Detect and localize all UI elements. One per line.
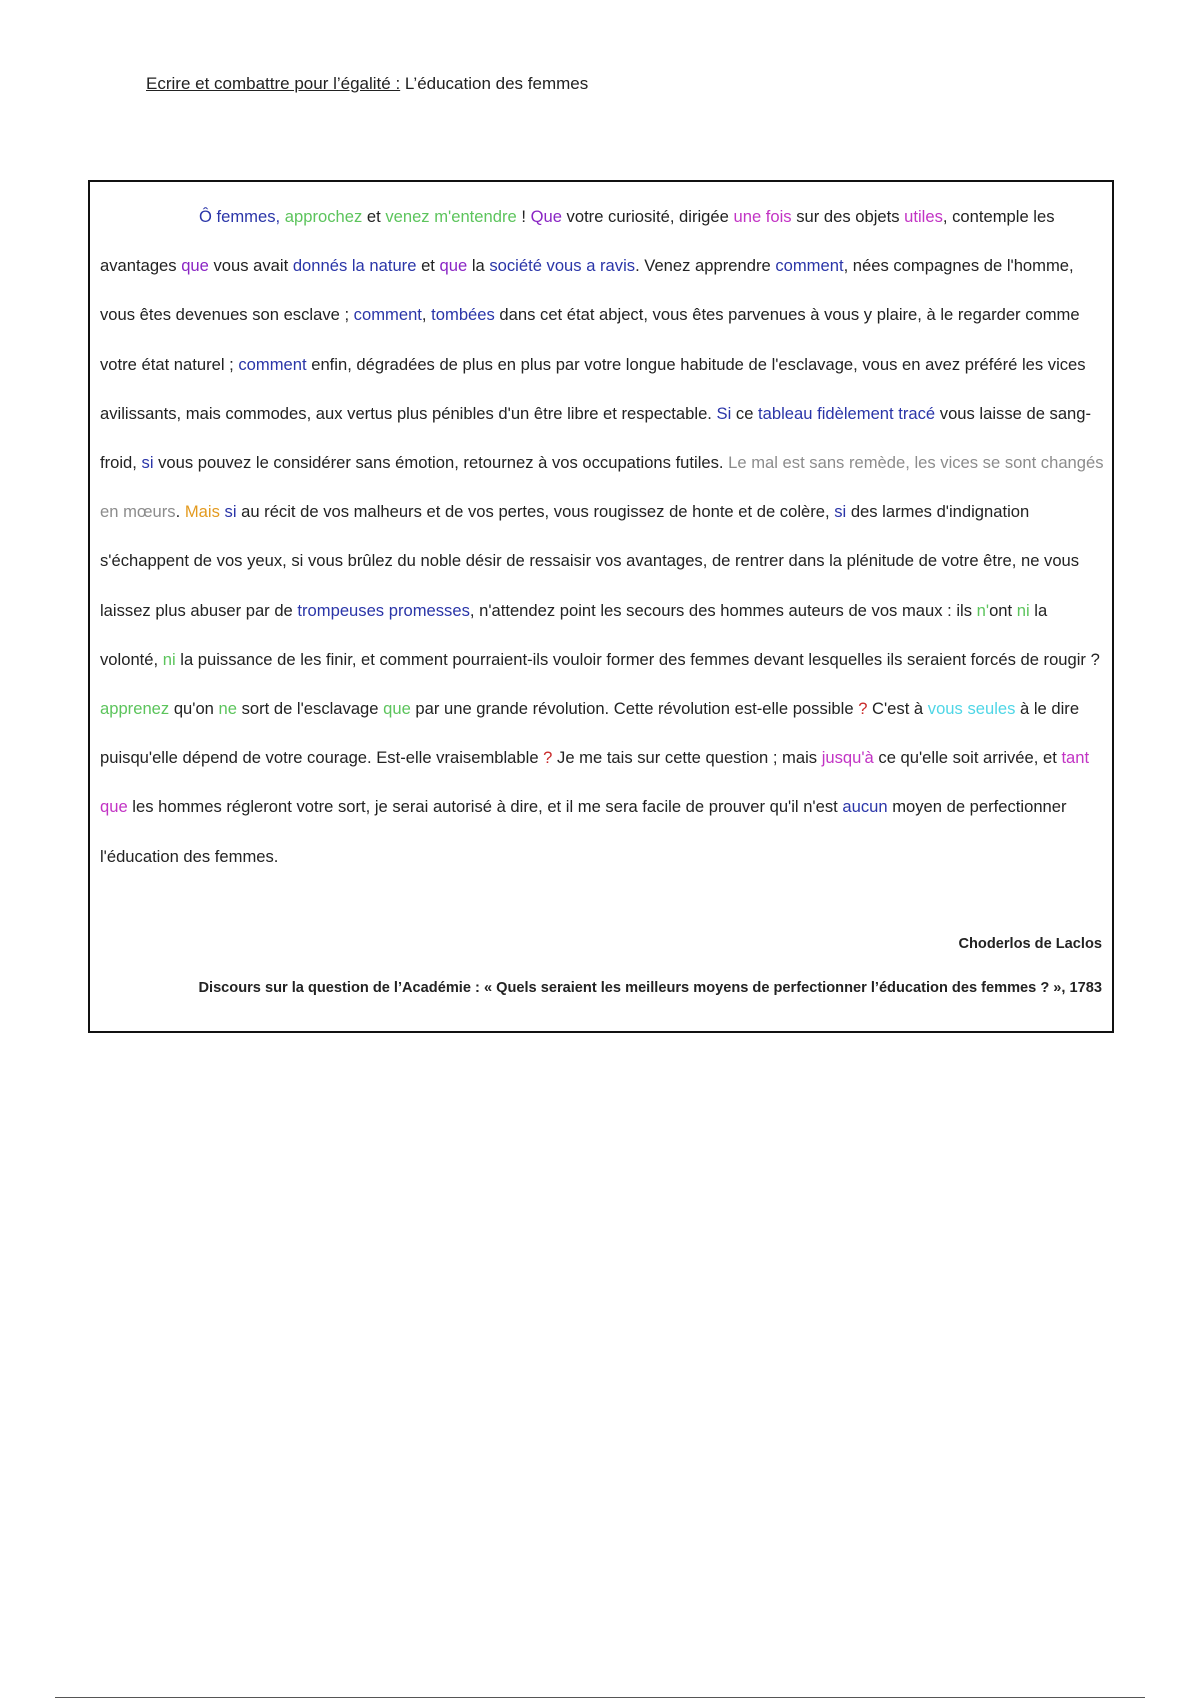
- passage-segment: qu'on: [169, 699, 219, 719]
- highlighted-word: approchez: [284, 207, 363, 226]
- passage-segment: dans cet état abject, vous êtes parvenues à vous y plaire, à le regarder comme votre état naturel ;: [100, 305, 1080, 374]
- passage-segment: , n'attendez point les secours des hommes auteurs de vos maux : ils: [469, 600, 977, 620]
- highlighted-word: comment: [353, 305, 422, 325]
- highlighted-word: utiles: [904, 207, 943, 226]
- passage-segment: les hommes régleront votre sort, je serai autorisé à dire, et il me sera facile de prouver qu'il n'est: [127, 797, 843, 817]
- passage-segment: ont: [989, 600, 1017, 620]
- highlighted-word: venez m'entendre: [385, 207, 517, 226]
- highlighted-word: Si: [716, 403, 732, 423]
- page-title: [146, 74, 588, 94]
- highlighted-word: n': [976, 600, 990, 620]
- passage-segment: !: [516, 207, 531, 226]
- passage-segment: vous avait: [208, 256, 293, 276]
- passage-segment: .: [175, 502, 185, 522]
- passage-segment: . Venez apprendre: [635, 256, 776, 276]
- highlighted-word: société vous a ravis: [489, 256, 636, 276]
- highlighted-word: ni: [162, 649, 176, 669]
- highlighted-word: ?: [543, 748, 553, 768]
- text-frame: [88, 180, 1114, 1033]
- passage-segment: et: [416, 256, 440, 276]
- highlighted-word: jusqu'à: [821, 748, 874, 768]
- highlighted-word: Que: [530, 207, 562, 226]
- passage-segment: la puissance de les finir, et comment pourraient-ils vouloir former des femmes devant lesquelles ils seraient forcés de rougir ?: [175, 649, 1100, 669]
- highlighted-word: une fois: [733, 207, 792, 226]
- source-citation: Discours sur la question de l’Académie : « Quels seraient les meilleurs moyens de perfectionner l’éducation des femmes ? », 1783: [198, 980, 1102, 996]
- passage-segment: vous laisse de sang-froid,: [100, 403, 1092, 473]
- highlighted-word: Mais: [184, 502, 220, 522]
- passage-segment: vous pouvez le considérer sans émotion, retournez à vos occupations futiles.: [153, 453, 729, 473]
- highlighted-word: si: [224, 502, 237, 522]
- highlighted-word: comment: [238, 354, 307, 374]
- passage-text: [100, 192, 1104, 881]
- highlighted-word: que: [439, 256, 468, 276]
- highlighted-word: ?: [858, 699, 868, 719]
- highlighted-word: trompeuses promesses: [297, 600, 470, 620]
- author-name: Choderlos de Laclos: [958, 936, 1102, 952]
- highlighted-word: tant que: [100, 748, 1090, 817]
- passage-segment: , contemple les avantages: [100, 207, 1055, 276]
- passage-segment: la: [467, 256, 490, 276]
- passage-segment: C'est à: [867, 699, 928, 719]
- passage-segment: la volonté,: [100, 600, 1048, 669]
- highlighted-word: si: [834, 502, 847, 522]
- passage-segment: sur des objets: [791, 207, 905, 226]
- highlighted-word: comment: [775, 256, 844, 276]
- title-rest: L’éducation des femmes: [400, 74, 589, 93]
- passage-segment: Je me tais sur cette question ; mais: [552, 748, 822, 768]
- passage-segment: votre curiosité, dirigée: [561, 207, 734, 226]
- passage-segment: enfin, dégradées de plus en plus par votre longue habitude de l'esclavage, vous en avez préféré les vices avilissants, mais commodes, aux vertus plus pénibles d'un être libre et respectable.: [100, 354, 1086, 423]
- highlighted-word: ne: [218, 699, 237, 719]
- passage-segment: à le dire puisqu'elle dépend de votre courage. Est-elle vraisemblable: [100, 699, 1080, 768]
- highlighted-word: apprenez: [100, 699, 170, 719]
- passage-segment: ce: [731, 403, 759, 423]
- passage-segment: ,: [421, 305, 432, 325]
- highlighted-word: que: [383, 699, 411, 719]
- passage-segment: moyen de perfectionner l'éducation des femmes.: [100, 797, 1067, 866]
- passage-segment: et: [362, 207, 386, 226]
- highlighted-word: donnés la nature: [292, 256, 417, 276]
- highlighted-word: aucun: [842, 797, 888, 817]
- highlighted-word: vous seules: [927, 699, 1016, 719]
- passage-segment: ce qu'elle soit arrivée, et: [873, 748, 1062, 768]
- highlighted-word: Le mal est sans remède, les vices se sont changés en mœurs: [100, 453, 1104, 522]
- passage-segment: au récit de vos malheurs et de vos pertes, vous rougissez de honte et de colère,: [236, 502, 835, 522]
- page-bottom-rule: [55, 1697, 1145, 1698]
- highlighted-word: ni: [1016, 600, 1030, 620]
- highlighted-word: ,: [275, 207, 285, 226]
- highlighted-word: si: [141, 453, 154, 473]
- passage-segment: des larmes d'indignation s'échappent de vos yeux, si vous brûlez du noble désir de ressaisir vos avantages, de rentrer dans la plénitude de votre être, ne vous laissez plus abuser par de: [100, 502, 1080, 620]
- title-underlined-part: Ecrire et combattre pour l’égalité :: [146, 74, 401, 93]
- highlighted-word: Ô femmes: [199, 207, 276, 226]
- passage-segment: par une grande révolution. Cette révolution est-elle possible: [410, 699, 859, 719]
- highlighted-word: que: [181, 256, 209, 276]
- highlighted-word: tableau fidèlement tracé: [758, 403, 936, 423]
- highlighted-word: tombées: [431, 305, 495, 325]
- passage-segment: sort de l'esclavage: [236, 699, 384, 719]
- passage-segment: , nées compagnes de l'homme, vous êtes devenues son esclave ;: [100, 256, 1074, 325]
